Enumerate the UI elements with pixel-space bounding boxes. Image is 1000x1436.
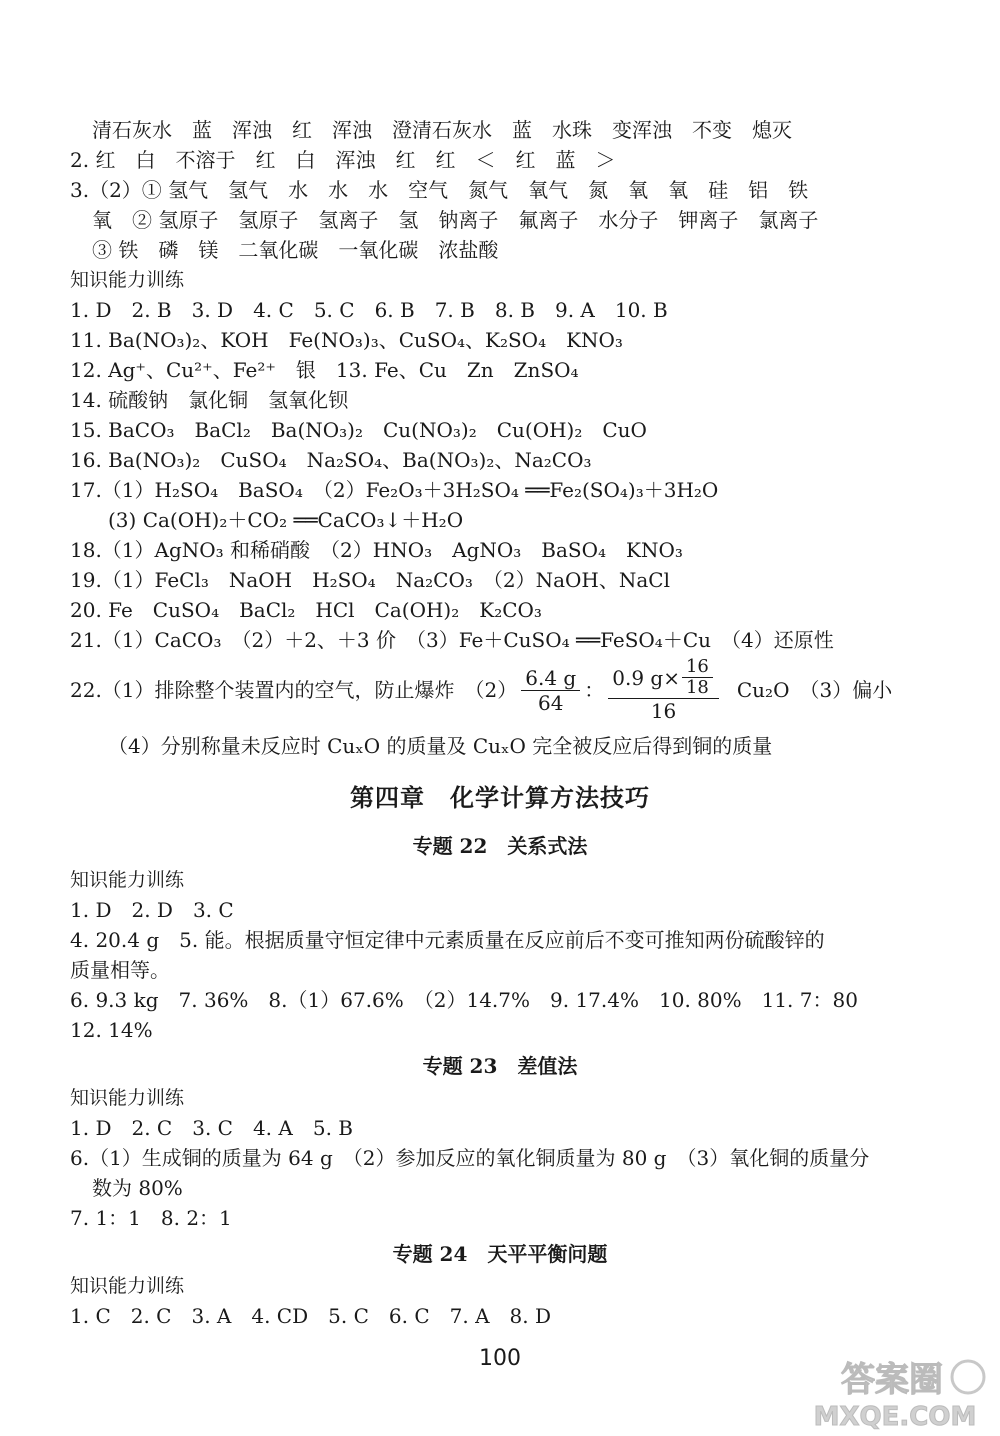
inner-fraction (682, 657, 713, 698)
inner-numerator: 16 (682, 657, 713, 678)
answer-line: (3) Ca(OH)₂＋CO₂ ══CaCO₃↓＋H₂O (108, 508, 464, 532)
answer-line: 4. 20.4 g 5. 能。根据质量守恒定律中元素质量在反应前后不变可推知两份硫酸锌的 (70, 928, 825, 952)
ratio-colon: ： (584, 678, 605, 702)
answer-line: 12. Ag⁺、Cu²⁺、Fe²⁺ 银 13. Fe、Cu Zn ZnSO₄ (70, 358, 579, 382)
page-number: 100 (479, 1346, 521, 1371)
answer-line: 1. D 2. C 3. C 4. A 5. B (70, 1116, 353, 1140)
answer-line: 21.（1）CaCO₃ （2）＋2、＋3 价 （3）Fe＋CuSO₄ ══FeSO₄＋Cu （4）还原性 (70, 628, 834, 652)
numerator-text: 0.9 g× (612, 665, 680, 690)
answer-line: 17.（1）H₂SO₄ BaSO₄ （2）Fe₂O₃＋3H₂SO₄ ══Fe₂(SO₄)₃＋3H₂O (70, 478, 719, 502)
answer-line: 12. 14% (70, 1018, 153, 1042)
topic-title: 专题 23 差值法 (422, 1054, 578, 1078)
answer-line: 6.（1）生成铜的质量为 64 g （2）参加反应的氧化铜质量为 80 g （3）氧化铜的质量分 (70, 1146, 870, 1170)
chapter-title: 第四章 化学计算方法技巧 (350, 784, 650, 812)
answer-line: 14. 硫酸钠 氯化铜 氢氧化钡 (70, 388, 349, 412)
topic-title: 专题 24 天平平衡问题 (392, 1242, 608, 1266)
topic-title: 专题 22 关系式法 (412, 834, 588, 858)
answer-line: 7. 1：1 8. 2：1 (70, 1206, 232, 1230)
answer-line: （4）分别称量未反应时 CuₓO 的质量及 CuₓO 完全被反应后得到铜的质量 (108, 734, 773, 758)
fraction-denominator: 64 (538, 690, 564, 715)
answer-line: 3.（2）① 氢气 氢气 水 水 水 空气 氮气 氧气 氮 氧 氧 硅 铝 铁 (70, 178, 809, 202)
section-label: 知识能力训练 (70, 269, 185, 291)
fraction-denominator: 16 (650, 699, 677, 723)
watermark-text: 答案圈 (841, 1360, 943, 1400)
fraction-1 (521, 666, 580, 715)
fraction-2 (608, 657, 719, 723)
section-label: 知识能力训练 (70, 869, 185, 891)
section-label: 知识能力训练 (70, 1087, 185, 1109)
answer-line: 15. BaCO₃ BaCl₂ Ba(NO₃)₂ Cu(NO₃)₂ Cu(OH)₂ CuO (70, 418, 647, 442)
answer-line: 质量相等。 (70, 958, 170, 982)
answer-line: 数为 80% (92, 1176, 183, 1200)
answer-text: Cu₂O （3）偏小 (736, 678, 893, 702)
section-label: 知识能力训练 (70, 1275, 185, 1297)
answer-line: 11. Ba(NO₃)₂、KOH Fe(NO₃)₃、CuSO₄、K₂SO₄ KNO₃ (70, 328, 623, 352)
fraction-numerator (608, 657, 719, 699)
answer-line: 2. 红 白 不溶于 红 白 浑浊 红 红 ＜ 红 蓝 ＞ (70, 148, 616, 172)
answer-line: 氧 ② 氢原子 氢原子 氢离子 氢 钠离子 氟离子 水分子 钾离子 氯离子 (92, 208, 819, 232)
answer-line: 6. 9.3 kg 7. 36% 8.（1）67.6% （2）14.7% 9. 17.4% 10. 80% 11. 7：80 (70, 988, 858, 1012)
answer-line: 18.（1）AgNO₃ 和稀硝酸 （2）HNO₃ AgNO₃ BaSO₄ KNO₃ (70, 538, 683, 562)
answer-line: 1. C 2. C 3. A 4. CD 5. C 6. C 7. A 8. D (70, 1304, 551, 1328)
answer-line: 20. Fe CuSO₄ BaCl₂ HCl Ca(OH)₂ K₂CO₃ (70, 598, 542, 622)
answer-line: 19.（1）FeCl₃ NaOH H₂SO₄ Na₂CO₃ （2）NaOH、NaCl (70, 568, 670, 592)
answer-line: 1. D 2. B 3. D 4. C 5. C 6. B 7. B 8. B 9. A 10. B (70, 298, 668, 322)
watermark-url: MXQE.COM (813, 1402, 977, 1432)
answer-line: 清石灰水 蓝 浑浊 红 浑浊 澄清石灰水 蓝 水珠 变浑浊 不变 熄灭 (92, 118, 792, 142)
fraction-numerator: 6.4 g (521, 666, 580, 691)
answer-line: 16. Ba(NO₃)₂ CuSO₄ Na₂SO₄、Ba(NO₃)₂、Na₂CO₃ (70, 448, 592, 472)
answer-text: 22.（1）排除整个装置内的空气，防止爆炸 （2） (70, 678, 518, 702)
answer-line-22 (70, 658, 892, 722)
answer-line: 1. D 2. D 3. C (70, 898, 234, 922)
answer-line: ③ 铁 磷 镁 二氧化碳 一氧化碳 浓盐酸 (92, 238, 499, 262)
watermark-logo-icon (800, 1355, 990, 1433)
inner-denominator: 18 (685, 677, 709, 698)
